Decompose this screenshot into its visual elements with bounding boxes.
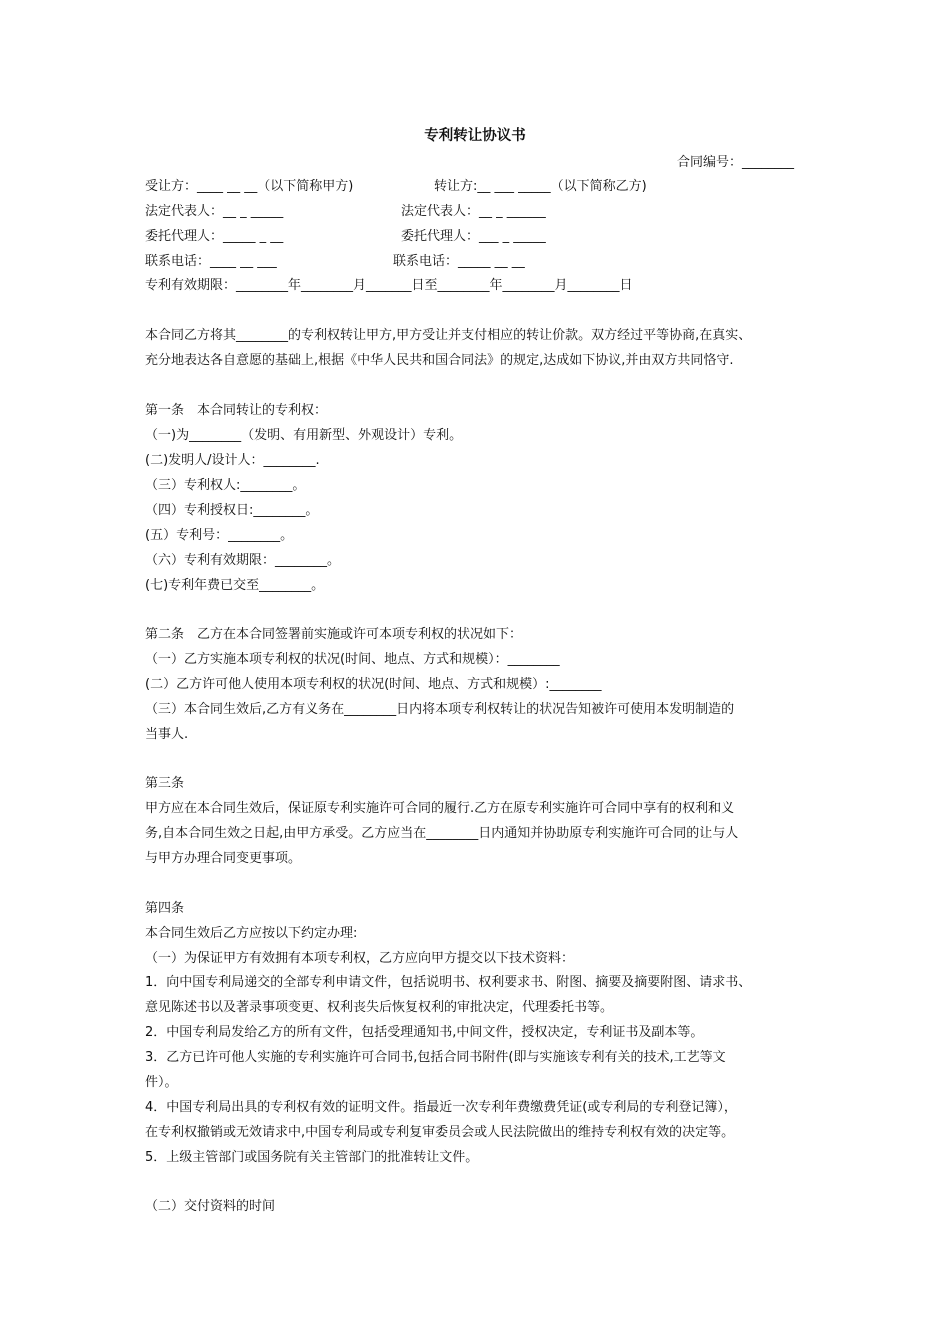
article-4-line: 本合同生效后乙方应按以下约定办理:: [145, 926, 358, 941]
article-2-heading: 第二条 乙方在本合同签署前实施或许可本项专利权的状况如下：: [145, 627, 523, 642]
article-1-item: (二)发明人/设计人：________.: [145, 453, 320, 468]
article-4-line: 3．乙方已许可他人实施的专利实施许可合同书,包括合同书附件(即与实施该专利有关的技术,工艺等文: [145, 1050, 726, 1065]
article-4-line: 在专利权撤销或无效请求中,中国专利局或专利复审委员会或人民法院做出的维持专利权有效的决定等。: [145, 1125, 735, 1140]
article-1-item: (七)专利年费已交至________。: [145, 578, 325, 593]
legal-rep-b: 法定代表人：__ _ ______: [401, 204, 546, 219]
contract-number: 合同编号：________: [677, 155, 795, 170]
article-3-line: 与甲方办理合同变更事项。: [145, 851, 302, 866]
agent-b: 委托代理人：___ _ _____: [401, 229, 546, 244]
document-title: 专利转让协议书: [424, 128, 526, 144]
article-4-line: （一）为保证甲方有效拥有本项专利权，乙方应向甲方提交以下技术资料：: [145, 951, 575, 966]
article-1-heading: 第一条 本合同转让的专利权：: [145, 403, 328, 418]
transferor-line: 转让方:__ ___ _____（以下简称乙方): [434, 179, 647, 194]
preamble-line: 充分地表达各自意愿的基础上,根据《中华人民共和国合同法》的规定,达成如下协议,并由双方共同恪守.: [145, 353, 734, 368]
article-3-heading: 第三条: [145, 776, 185, 791]
article-2-item: （三）本合同生效后,乙方有义务在________日内将本项专利权转让的状况告知被许可使用本发明制造的: [145, 702, 735, 717]
preamble-line: 本合同乙方将其________的专利权转让甲方,甲方受让并支付相应的转让价款。双方经过平等协商,在真实、: [145, 328, 752, 343]
article-4-line: 4．中国专利局出具的专利权有效的证明文件。指最近一次专利年费缴费凭证(或专利局的专利登记簿），: [145, 1100, 737, 1115]
phone-a: 联系电话：____ __ ___: [145, 254, 277, 269]
article-4-line: 1．向中国专利局递交的全部专利申请文件，包括说明书、权利要求书、附图、摘要及摘要附图、请求书、: [145, 975, 752, 990]
article-1-item: （一)为________（发明、有用新型、外观设计）专利。: [145, 428, 463, 443]
article-1-item: (五）专利号：________。: [145, 528, 294, 543]
article-4-line: 件）。: [145, 1075, 178, 1090]
article-3-line: 务,自本合同生效之日起,由甲方承受。乙方应当在________日内通知并协助原专利实施许可合同的让与人: [145, 826, 739, 841]
article-2-item: 当事人.: [145, 727, 189, 742]
agent-a: 委托代理人：_____ _ __: [145, 229, 284, 244]
patent-validity-line: 专利有效期限：________年________月_______日至________年________月________日: [145, 278, 633, 293]
article-4-line: 5．上级主管部门或国务院有关主管部门的批准转让文件。: [145, 1150, 479, 1165]
legal-rep-a: 法定代表人：__ _ _____: [145, 204, 284, 219]
article-2-item: (二）乙方许可他人使用本项专利权的状况(时间、地点、方式和规模）:________: [145, 677, 602, 692]
transferee-line: 受让方：____ __ __（以下简称甲方): [145, 179, 354, 194]
article-4-line: 意见陈述书以及著录事项变更、权利丧失后恢复权利的审批决定，代理委托书等。: [145, 1000, 614, 1015]
article-4-heading: 第四条: [145, 901, 185, 916]
article-4-subheading: （二）交付资料的时间: [145, 1199, 276, 1214]
phone-b: 联系电话：_____ __ __: [393, 254, 525, 269]
article-1-item: （六）专利有效期限：________。: [145, 553, 341, 568]
article-4-line: 2．中国专利局发给乙方的所有文件，包括受理通知书,中间文件，授权决定，专利证书及副本等。: [145, 1025, 704, 1040]
article-2-item: （一）乙方实施本项专利权的状况(时间、地点、方式和规模）：________: [145, 652, 560, 667]
article-1-item: （四）专利授权日:________。: [145, 503, 319, 518]
article-1-item: （三）专利权人:________。: [145, 478, 306, 493]
article-3-line: 甲方应在本合同生效后，保证原专利实施许可合同的履行.乙方在原专利实施许可合同中享有的权利和义: [145, 801, 735, 816]
